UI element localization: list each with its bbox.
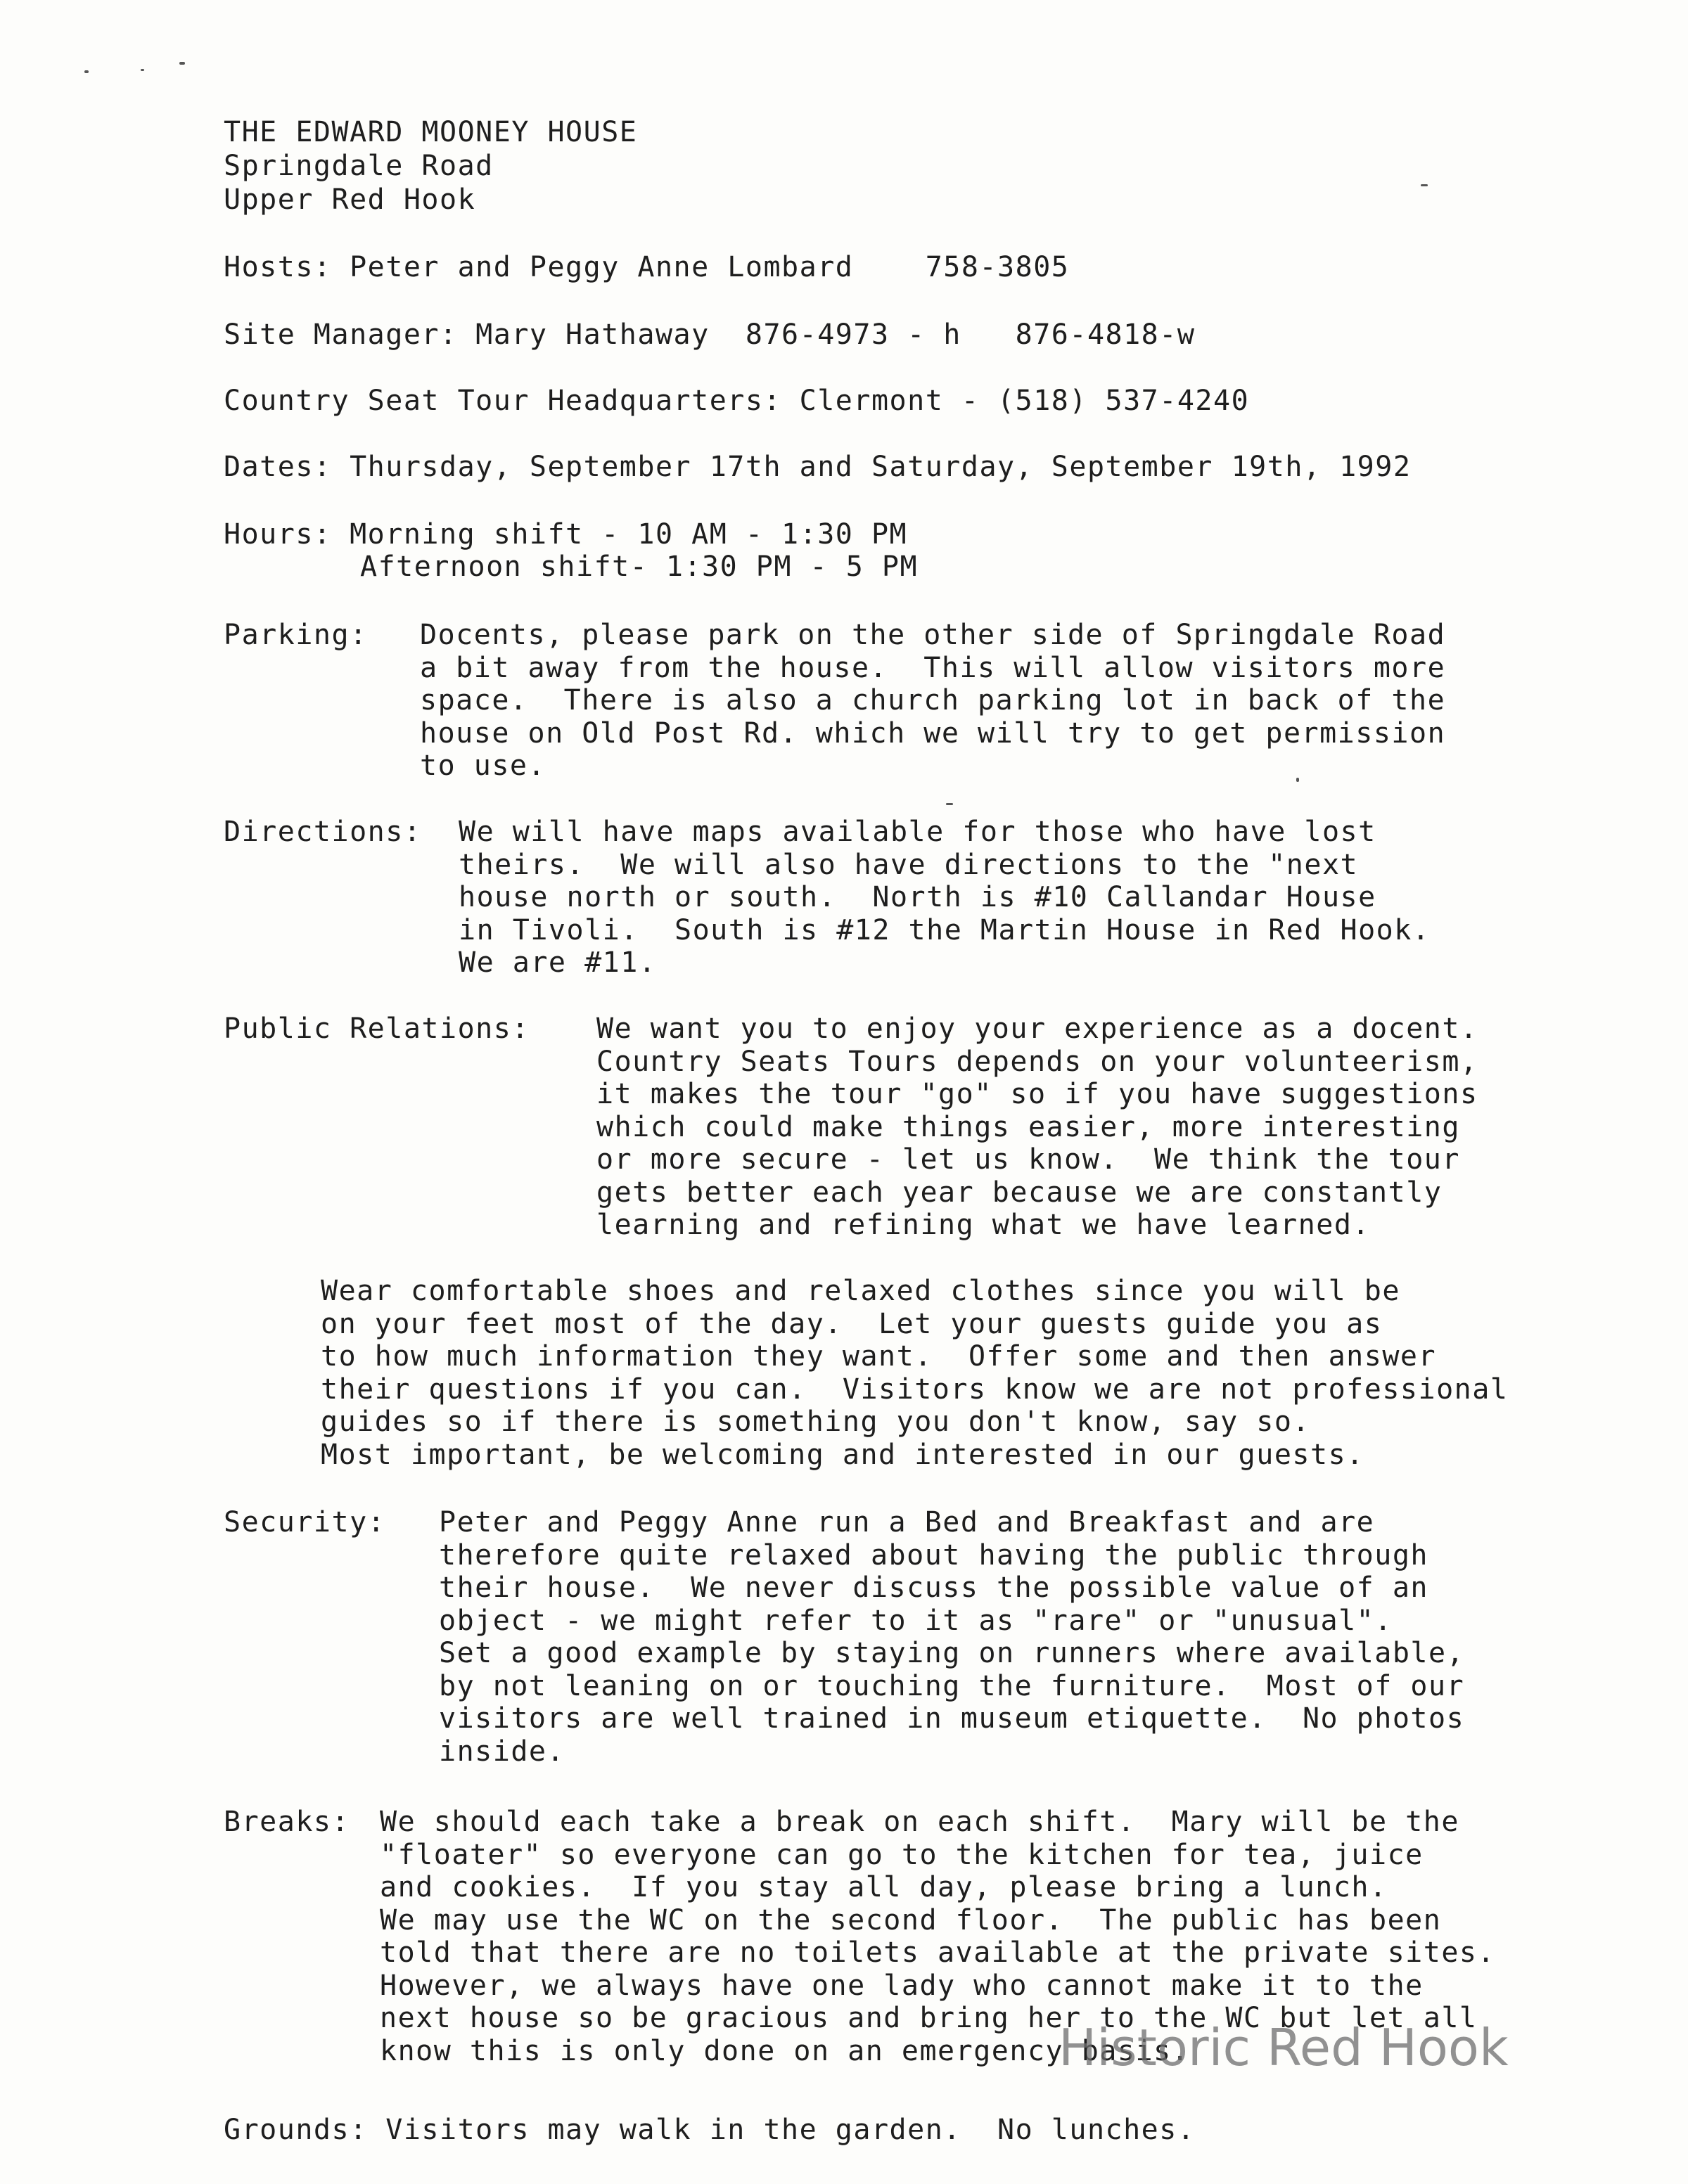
breaks-label: Breaks: — [224, 1806, 350, 1838]
public-relations-line: Country Seats Tours depends on your volunteerism, — [596, 1045, 1478, 1078]
directions-line: We are #11. — [459, 946, 657, 979]
directions-line: We will have maps available for those who have lost — [459, 816, 1376, 848]
parking-line: house on Old Post Rd. which we will try to get permission — [420, 717, 1446, 750]
breaks-line: "floater" so everyone can go to the kitchen for tea, juice — [380, 1838, 1424, 1871]
public-relations-line: learning and refining what we have learned. — [596, 1209, 1371, 1241]
paper-speck — [84, 70, 89, 73]
public-relations-line: or more secure - let us know. We think the tour — [596, 1143, 1460, 1176]
paper-speck — [1296, 778, 1299, 782]
watermark-text: Historic Red Hook — [1059, 2018, 1509, 2077]
parking-line: to use. — [420, 750, 546, 782]
advice-line: on your feet most of the day. Let your guests guide you as — [321, 1307, 1383, 1340]
grounds-line: Grounds: Visitors may walk in the garden. No lunches. — [224, 2114, 1196, 2146]
paper-speck — [946, 803, 953, 805]
advice-paragraph — [321, 1275, 1508, 1471]
breaks-line: told that there are no toilets available at the private sites. — [380, 1936, 1496, 1969]
paper-speck — [141, 69, 144, 71]
parking-label: Parking: — [224, 619, 368, 651]
address-town: Upper Red Hook — [224, 184, 476, 216]
directions-line: house north or south. North is #10 Callandar House — [459, 881, 1376, 913]
breaks-line: We should each take a break on each shift. Mary will be the — [380, 1806, 1459, 1838]
security-line: their house. We never discuss the possible value of an — [439, 1572, 1429, 1604]
dates-line: Dates: Thursday, September 17th and Saturday, September 19th, 1992 — [224, 451, 1412, 483]
security-line: Set a good example by staying on runners where available, — [439, 1637, 1465, 1669]
hours-line-2: Afternoon shift- 1:30 PM - 5 PM — [360, 551, 919, 583]
paper-speck — [1421, 184, 1428, 186]
breaks-line: and cookies. If you stay all day, please bring a lunch. — [380, 1871, 1388, 1903]
security-line: by not leaning on or touching the furniture. Most of our — [439, 1669, 1465, 1702]
security-line: visitors are well trained in museum etiquette. No photos — [439, 1702, 1465, 1735]
security-line: therefore quite relaxed about having the public through — [439, 1539, 1429, 1572]
security-line: inside. — [439, 1735, 565, 1768]
public-relations-text — [596, 1013, 1478, 1242]
hours-line-1: Hours: Morning shift - 10 AM - 1:30 PM — [224, 518, 908, 551]
parking-line: space. There is also a church parking lot in back of the — [420, 684, 1446, 717]
advice-line: guides so if there is something you don't know, say so. — [321, 1406, 1311, 1438]
hosts-line: Hosts: Peter and Peggy Anne Lombard 758-3805 — [224, 251, 1070, 283]
parking-line: Docents, please park on the other side of Springdale Road — [420, 619, 1446, 651]
security-text — [439, 1506, 1464, 1768]
directions-label: Directions: — [224, 816, 422, 848]
parking-text — [420, 619, 1445, 783]
breaks-line: We may use the WC on the second floor. The public has been — [380, 1903, 1442, 1936]
directions-text — [459, 816, 1430, 979]
advice-line: their questions if you can. Visitors know we are not professional — [321, 1373, 1509, 1406]
directions-line: in Tivoli. South is #12 the Martin House in Red Hook. — [459, 913, 1431, 946]
advice-line: Wear comfortable shoes and relaxed clothes since you will be — [321, 1275, 1400, 1307]
public-relations-line: which could make things easier, more interesting — [596, 1110, 1460, 1143]
address-road: Springdale Road — [224, 150, 494, 182]
public-relations-line: gets better each year because we are constantly — [596, 1176, 1443, 1209]
site-manager-line: Site Manager: Mary Hathaway 876-4973 - h 876-4818-w — [224, 319, 1196, 351]
paper-speck — [179, 62, 185, 65]
breaks-line: know this is only done on an emergency basis. — [380, 2034, 1190, 2067]
public-relations-label: Public Relations: — [224, 1013, 530, 1045]
security-label: Security: — [224, 1506, 386, 1539]
public-relations-line: it makes the tour "go" so if you have suggestions — [596, 1078, 1478, 1110]
directions-line: theirs. We will also have directions to the "next — [459, 848, 1359, 881]
security-line: Peter and Peggy Anne run a Bed and Breakfast and are — [439, 1506, 1375, 1539]
advice-line: to how much information they want. Offer some and then answer — [321, 1340, 1437, 1373]
breaks-line: However, we always have one lady who cannot make it to the — [380, 1969, 1424, 2002]
security-line: object - we might refer to it as "rare" or "unusual". — [439, 1604, 1393, 1637]
advice-line: Most important, be welcoming and interested in our guests. — [321, 1438, 1364, 1471]
breaks-line: next house so be gracious and bring her to the WC but let all — [380, 2002, 1478, 2034]
public-relations-line: We want you to enjoy your experience as a docent. — [596, 1013, 1478, 1045]
headquarters-line: Country Seat Tour Headquarters: Clermont - (518) 537-4240 — [224, 385, 1250, 417]
document-title: THE EDWARD MOONEY HOUSE — [224, 116, 638, 148]
parking-line: a bit away from the house. This will allow visitors more — [420, 651, 1446, 684]
